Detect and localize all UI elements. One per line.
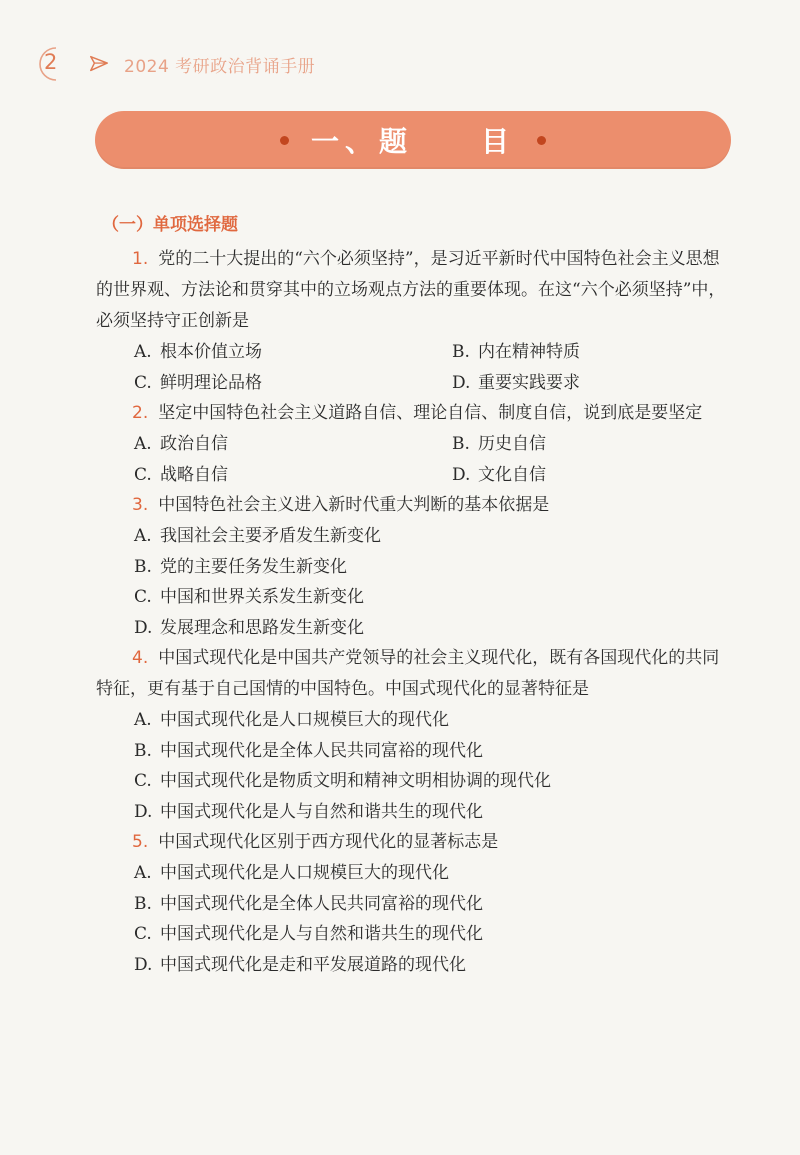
option-a[interactable] <box>96 521 736 552</box>
question-text: 中国式现代化是中国共产党领导的社会主义现代化，既有各国现代化的共同特征，更有基于自己国情的中国特色。中国式现代化的显著特征是 <box>96 648 720 699</box>
options <box>96 705 736 827</box>
page-number-badge <box>30 44 70 84</box>
option-text: 发展理念和思路发生新变化 <box>160 617 364 638</box>
question-number: 5. <box>132 832 149 852</box>
option-letter: D. <box>134 954 153 975</box>
banner-dot-icon <box>280 136 289 145</box>
option-letter: B. <box>134 740 152 761</box>
option-d[interactable] <box>96 797 736 828</box>
options <box>96 521 736 643</box>
question-number: 4. <box>132 648 149 668</box>
option-letter: A. <box>134 434 152 454</box>
question-text: 坚定中国特色社会主义道路自信、理论自信、制度自信，说到底是要坚定 <box>158 403 703 423</box>
option-c[interactable] <box>96 582 736 613</box>
option-text: 中国式现代化是走和平发展道路的现代化 <box>160 954 466 975</box>
option-letter: D. <box>452 372 471 393</box>
page-header <box>30 44 315 84</box>
options <box>96 337 736 398</box>
option-text: 中国式现代化是人口规模巨大的现代化 <box>160 863 449 883</box>
option-c[interactable] <box>96 766 736 797</box>
question-number: 2. <box>132 403 149 423</box>
banner-title: 一、题 目 <box>310 125 515 158</box>
option-c[interactable] <box>96 919 736 950</box>
question-4 <box>96 643 736 827</box>
option-a[interactable] <box>96 705 736 736</box>
option-text: 中国式现代化是人与自然和谐共生的现代化 <box>160 801 483 822</box>
options <box>96 858 736 980</box>
paper-plane-icon <box>88 53 110 75</box>
option-text: 文化自信 <box>478 464 546 485</box>
question-2 <box>96 398 736 490</box>
option-letter: B. <box>134 893 152 914</box>
option-d[interactable] <box>414 368 732 399</box>
question-stem <box>96 244 736 337</box>
option-letter: C. <box>134 372 152 393</box>
option-c[interactable] <box>96 460 414 491</box>
banner-dot-icon <box>537 136 546 145</box>
option-text: 中国式现代化是人口规模巨大的现代化 <box>160 710 449 730</box>
option-c[interactable] <box>96 368 414 399</box>
option-b[interactable] <box>96 552 736 583</box>
option-text: 我国社会主要矛盾发生新变化 <box>160 526 381 546</box>
question-text: 中国式现代化区别于西方现代化的显著标志是 <box>158 832 499 852</box>
option-text: 根本价值立场 <box>160 342 262 362</box>
question-text: 党的二十大提出的“六个必须坚持”，是习近平新时代中国特色社会主义思想的世界观、方法论和贯穿其中的立场观点方法的重要体现。在这“六个必须坚持”中，必须坚持守正创新是 <box>96 249 726 331</box>
option-a[interactable] <box>96 337 414 368</box>
option-text: 政治自信 <box>160 434 228 454</box>
option-letter: A. <box>134 342 152 362</box>
options <box>96 429 736 490</box>
option-letter: A. <box>134 526 152 546</box>
option-letter: A. <box>134 710 152 730</box>
option-text: 战略自信 <box>160 464 228 485</box>
question-stem <box>96 398 736 429</box>
option-letter: B. <box>134 556 152 577</box>
option-b[interactable] <box>96 736 736 767</box>
question-stem <box>96 490 736 521</box>
question-5 <box>96 827 736 980</box>
option-d[interactable] <box>96 613 736 644</box>
option-b[interactable] <box>414 429 732 460</box>
option-text: 中国式现代化是人与自然和谐共生的现代化 <box>160 924 483 944</box>
option-text: 历史自信 <box>478 434 546 454</box>
question-number: 3. <box>132 495 149 515</box>
option-text: 鲜明理论品格 <box>160 372 262 393</box>
option-text: 中国和世界关系发生新变化 <box>160 587 364 607</box>
question-content <box>96 210 736 980</box>
option-text: 中国式现代化是全体人民共同富裕的现代化 <box>160 740 483 761</box>
book-title: 2024 考研政治背诵手册 <box>124 56 316 77</box>
question-1 <box>96 244 736 398</box>
option-text: 重要实践要求 <box>478 372 580 393</box>
option-letter: B. <box>452 342 470 362</box>
option-letter: B. <box>452 434 470 454</box>
option-b[interactable] <box>96 889 736 920</box>
option-letter: A. <box>134 863 152 883</box>
option-d[interactable] <box>96 950 736 981</box>
option-b[interactable] <box>414 337 732 368</box>
option-letter: C. <box>134 924 152 944</box>
option-letter: C. <box>134 464 152 485</box>
question-stem <box>96 827 736 858</box>
page-number: 2 <box>44 50 58 74</box>
option-text: 内在精神特质 <box>478 342 580 362</box>
option-text: 中国式现代化是全体人民共同富裕的现代化 <box>160 893 483 914</box>
option-letter: D. <box>134 801 153 822</box>
option-text: 党的主要任务发生新变化 <box>160 556 347 577</box>
question-number: 1. <box>132 249 149 269</box>
question-3 <box>96 490 736 643</box>
option-letter: C. <box>134 771 152 791</box>
option-text: 中国式现代化是物质文明和精神文明相协调的现代化 <box>160 771 551 791</box>
option-letter: D. <box>452 464 471 485</box>
section-title: （一）单项选择题 <box>102 215 238 235</box>
section-banner <box>95 111 731 169</box>
option-letter: C. <box>134 587 152 607</box>
option-a[interactable] <box>96 429 414 460</box>
option-a[interactable] <box>96 858 736 889</box>
question-stem <box>96 643 736 705</box>
question-text: 中国特色社会主义进入新时代重大判断的基本依据是 <box>158 495 550 515</box>
option-d[interactable] <box>414 460 732 491</box>
option-letter: D. <box>134 617 153 638</box>
